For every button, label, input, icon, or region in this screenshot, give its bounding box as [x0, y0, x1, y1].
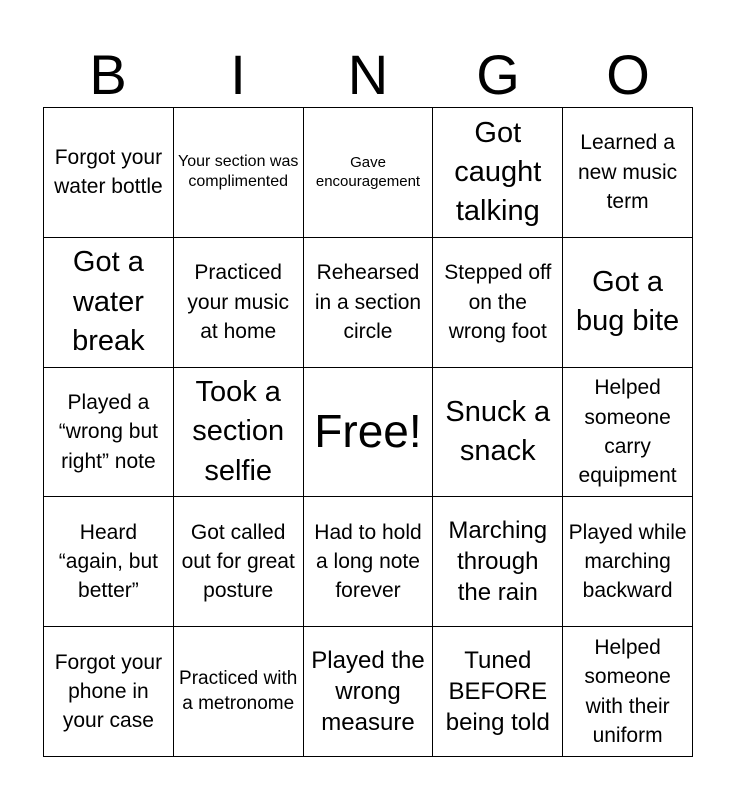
- bingo-cell[interactable]: [44, 497, 174, 627]
- bingo-cell[interactable]: [174, 108, 304, 238]
- cell-text: Marching through the rain: [448, 517, 548, 607]
- bingo-cell[interactable]: [563, 497, 693, 627]
- bingo-grid: [43, 107, 693, 757]
- cell-text: Played while marching backward: [568, 520, 687, 603]
- cell-text: Forgot your water bottle: [54, 146, 163, 199]
- cell-text: Had to hold a long note forever: [314, 520, 422, 603]
- bingo-cell[interactable]: [174, 627, 304, 757]
- bingo-cell[interactable]: [44, 238, 174, 368]
- cell-text: Helped someone with their uniform: [584, 635, 671, 747]
- cell-text: Took a section selfie: [192, 376, 285, 487]
- bingo-cell[interactable]: [304, 108, 434, 238]
- bingo-cell[interactable]: [174, 497, 304, 627]
- cell-text: Helped someone carry equipment: [578, 376, 677, 488]
- bingo-header: [43, 44, 693, 106]
- bingo-cell[interactable]: [44, 108, 174, 238]
- cell-text: Got a bug bite: [575, 266, 680, 338]
- bingo-cell[interactable]: [433, 238, 563, 368]
- cell-text: Forgot your phone in your case: [54, 650, 163, 733]
- cell-text: Got a water break: [72, 246, 145, 357]
- bingo-cell[interactable]: [433, 368, 563, 498]
- free-space-label: Free!: [314, 405, 422, 458]
- header-letter-o: O: [606, 43, 650, 106]
- cell-text: Tuned BEFORE being told: [445, 646, 550, 737]
- cell-text: Played a “wrong but right” note: [58, 390, 158, 473]
- bingo-cell[interactable]: [44, 368, 174, 498]
- header-letter-b: B: [89, 43, 127, 106]
- bingo-cell[interactable]: [433, 497, 563, 627]
- bingo-cell[interactable]: [304, 238, 434, 368]
- bingo-cell[interactable]: [563, 108, 693, 238]
- free-space-cell[interactable]: [304, 368, 434, 498]
- cell-text: Got caught talking: [454, 116, 542, 227]
- cell-text: Got called out for great posture: [181, 520, 295, 603]
- cell-text: Gave encouragement: [315, 153, 421, 191]
- bingo-cell[interactable]: [433, 627, 563, 757]
- cell-text: Stepped off on the wrong foot: [444, 261, 552, 343]
- bingo-cell[interactable]: [174, 368, 304, 498]
- header-letter-i: I: [230, 43, 246, 106]
- bingo-cell[interactable]: [44, 627, 174, 757]
- bingo-cell[interactable]: [304, 627, 434, 757]
- cell-text: Practiced with a metronome: [179, 667, 298, 714]
- header-letter-n: N: [347, 43, 389, 106]
- header-letter-g: G: [476, 43, 520, 106]
- cell-text: Learned a new music term: [577, 131, 678, 214]
- bingo-cell[interactable]: [304, 497, 434, 627]
- cell-text: Heard “again, but better”: [58, 520, 159, 603]
- bingo-cell[interactable]: [563, 627, 693, 757]
- bingo-cell[interactable]: [563, 238, 693, 368]
- cell-text: Your section was complimented: [178, 152, 299, 191]
- bingo-cell[interactable]: [174, 238, 304, 368]
- cell-text: Snuck a snack: [445, 395, 551, 467]
- cell-text: Practiced your music at home: [187, 261, 289, 343]
- cell-text: Played the wrong measure: [311, 646, 425, 737]
- cell-text: Rehearsed in a section circle: [314, 261, 422, 343]
- bingo-cell[interactable]: [563, 368, 693, 498]
- bingo-cell[interactable]: [433, 108, 563, 238]
